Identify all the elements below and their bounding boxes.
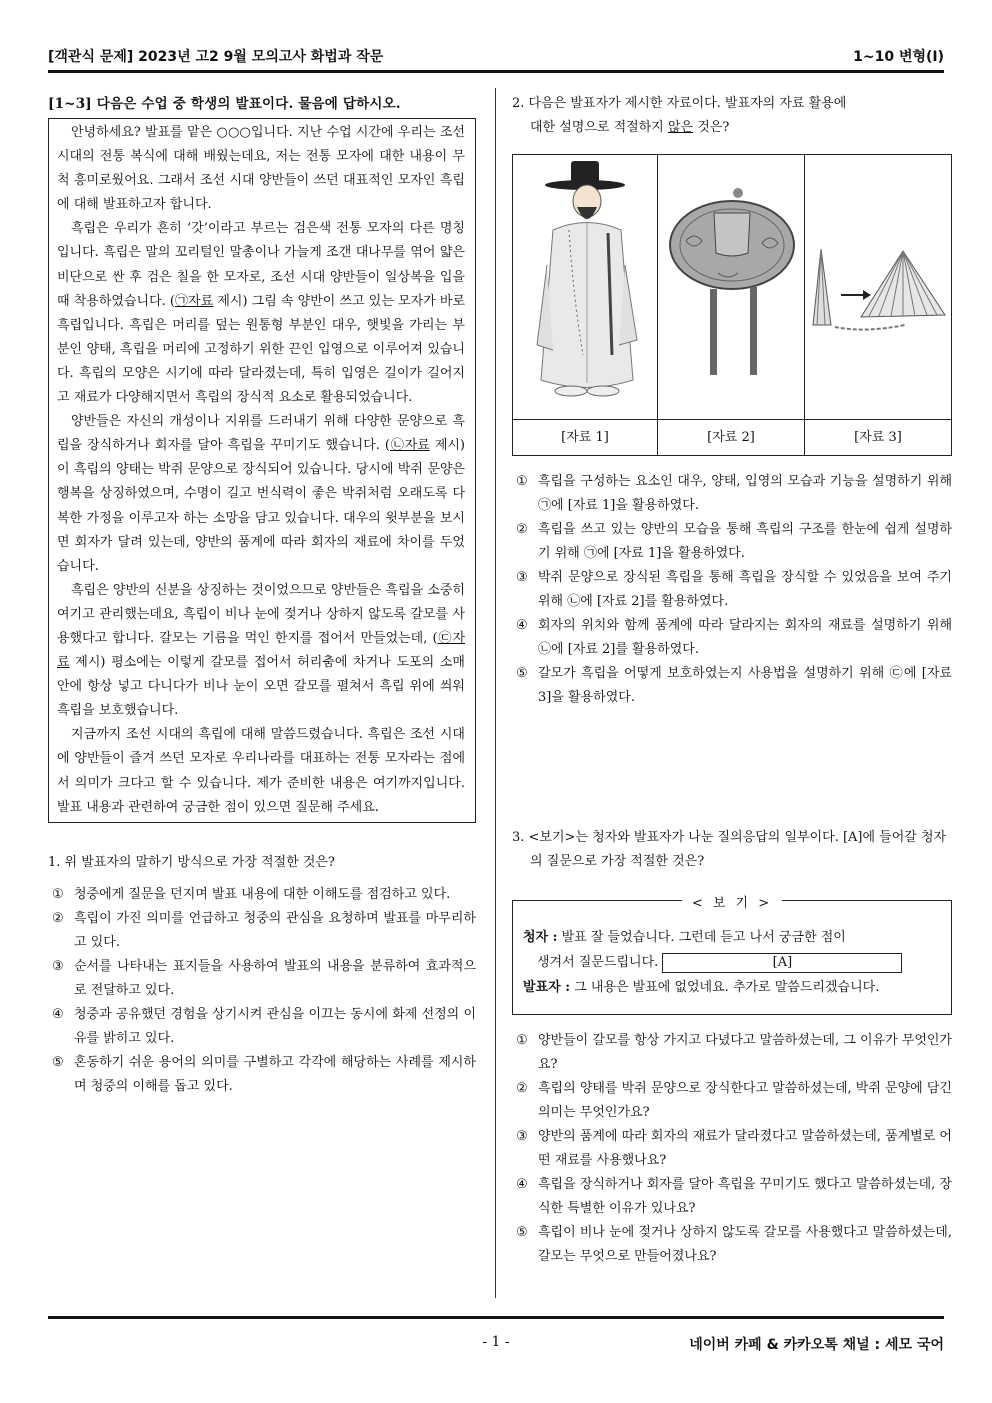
choice-item[interactable]: ④ 흑립을 장식하거나 회자를 달아 흑립을 꾸미기도 했다고 말씀하셨는데, 장식한 특별한 이유가 있나요? [516, 1177, 952, 1216]
question-2-stem: 2. 다음은 발표자가 제시한 자료이다. 발표자의 자료 활용에 대한 설명으로 적절하지 않은 것은? [512, 96, 847, 135]
choice-item[interactable]: ① 청중에게 질문을 던지며 발표 내용에 대한 이해도를 점검하고 있다. [52, 886, 451, 902]
marker-c: ㉢자료 [57, 630, 465, 671]
material-2-caption: [자료 2] [658, 420, 805, 455]
question-1-stem: 1. 위 발표자의 말하기 방식으로 가장 적절한 것은? [48, 854, 335, 870]
left-column [48, 92, 476, 1099]
question-3-choices [512, 1029, 952, 1269]
question-3 [512, 826, 952, 1269]
material-3-image [805, 155, 951, 420]
galmo-rain-cover-icon [805, 155, 951, 420]
materials-table [512, 154, 952, 456]
material-2-image [658, 155, 805, 420]
choice-item[interactable]: ③ 박쥐 문양으로 장식된 흑립을 통해 흑립을 장식할 수 있었음을 보여 주기 위해 ㉡에 [자료 2]를 활용하였다. [516, 570, 952, 609]
material-1-caption: [자료 1] [513, 420, 658, 455]
marker-a: ㉠자료 [175, 293, 214, 309]
choice-item[interactable]: ② 흑립을 쓰고 있는 양반의 모습을 통해 흑립의 구조를 한눈에 쉽게 설명하기 위해 ㉠에 [자료 1]을 활용하였다. [516, 522, 952, 561]
passage-paragraph-1: 안녕하세요? 발표를 맡은 ○○○입니다. 지난 수업 시간에 우리는 조선 시대의 전통 복식에 대해 배웠는데요, 저는 전통 모자에 대한 내용이 무척 흥미로웠어요. 그래서 조선 시대 양반들이 쓰던 대표적인 모자인 흑립에 대해 발표하고자 합니다. [57, 125, 465, 213]
choice-item[interactable]: ⑤ 혼동하기 쉬운 용어의 의미를 구별하고 각각에 해당하는 사례를 제시하며 청중의 이해를 돕고 있다. [52, 1054, 476, 1094]
passage-paragraph-2: 흑립은 우리가 흔히 ‘갓’이라고 부르는 검은색 전통 모자의 다른 명칭입니다. 흑립은 말의 꼬리털인 말총이나 가늘게 조갠 대나무를 엮어 얇은 비단으로 싼 후 검은 칠을 한 모자로, 조선 시대 양반들이 일상복을 입을 때 착용하였습니다. (㉠자료 제시) 그림 속 양반이 쓰고 있는 모자가 바로 흑립입니다. 흑립은 머리를 덮는 원통형 부분인 대우, 햇빛을 가리는 부분인 양태, 흑립을 머리에 고정하기 위한 끈인 입영으로 이루어져 있습니다. 흑립의 모양은 시기에 따라 달라졌는데, 특히 입영은 길이가 길어지고 재료가 다양해지면서 흑립의 장식적 요소로 활용되었습니다. [57, 221, 465, 406]
listener-line-2: 생겨서 질문드립니다. [A] [523, 950, 939, 975]
set-instruction: [1~3] 다음은 수업 중 학생의 발표이다. 물음에 답하시오. [48, 96, 401, 112]
bogi-title: < 보 기 > [682, 891, 782, 916]
passage-paragraph-3: 양반들은 자신의 개성이나 지위를 드러내기 위해 다양한 문양으로 흑립을 장식하거나 회자를 달아 흑립을 꾸미기도 했습니다. (㉡자료 제시) 이 흑립의 양태는 박쥐 문양으로 장식되어 있습니다. 당시에 박쥐 문양은 행복을 상징하였으며, 수명이 길고 번식력이 좋은 박쥐처럼 오래도록 다복한 가정을 이루고자 하는 소망을 담고 있습니다. 대우의 윗부분을 보시면 회자가 달려 있는데, 양반의 품계에 따라 회자의 재료에 차이를 두었습니다. [57, 414, 466, 574]
yangban-figure-icon [513, 155, 658, 420]
choice-item[interactable]: ③ 양반의 품계에 따라 회자의 재료가 달라졌다고 말씀하셨는데, 품계별로 어떤 재료를 사용했나요? [516, 1129, 952, 1168]
choice-item[interactable]: ④ 청중과 공유했던 경험을 상기시켜 관심을 이끄는 동시에 화제 선정의 이유를 밝히고 있다. [52, 1006, 476, 1046]
material-1-image [513, 155, 658, 420]
bogi-box [512, 896, 952, 1015]
header-rule [48, 70, 944, 73]
footer-brand: 네이버 카페 & 카카오톡 채널 : 세모 국어 [689, 1337, 944, 1353]
passage-paragraph-4: 흑립은 양반의 신분을 상징하는 것이었으므로 양반들은 흑립을 소중히 여기고 관리했는데요, 흑립이 비나 눈에 젖거나 상하지 않도록 갈모를 사용했다고 합니다. 갈모는 기름을 먹인 한지를 접어서 만들었는데, (㉢자료 제시) 평소에는 이렇게 갈모를 접어서 허리춤에 차거나 도포의 소매 안에 항상 넣고 다니다가 비나 눈이 오면 갈모를 펼쳐서 흑립 위에 씌워 흑립을 보호했습니다. [57, 582, 465, 719]
choice-item[interactable]: ⑤ 갈모가 흑립을 어떻게 보호하였는지 사용법을 설명하기 위해 ㉢에 [자료 3]을 활용하였다. [516, 666, 952, 705]
listener-label: 청자 : [523, 930, 558, 945]
question-3-stem: 3. <보기>는 청자와 발표자가 나눈 질의응답의 일부이다. [A]에 들어갈 청자의 질문으로 가장 적절한 것은? [512, 830, 947, 869]
question-range: 1~10 변형(I) [853, 49, 944, 65]
choice-item[interactable]: ③ 순서를 나타내는 표지들을 사용하여 발표의 내용을 분류하여 효과적으로 전달하고 있다. [52, 958, 476, 998]
exam-title: [객관식 문제] 2023년 고2 9월 모의고사 화법과 작문 [48, 49, 384, 65]
footer-rule [48, 1316, 944, 1319]
choice-item[interactable]: ② 흑립이 가진 의미를 언급하고 청중의 관심을 요청하며 발표를 마무리하고 있다. [52, 910, 476, 950]
page-number: - 1 - [482, 1334, 510, 1350]
heungnip-hat-icon [658, 155, 805, 420]
column-divider [495, 88, 496, 1298]
answer-blank-a: [A] [662, 953, 902, 973]
question-2 [512, 92, 952, 710]
right-column [512, 92, 952, 1264]
presentation-passage [48, 118, 476, 823]
listener-line: 청자 : 발표 잘 들었습니다. 그런데 듣고 나서 궁금한 점이 [523, 930, 846, 945]
marker-b: ㉡자료 [389, 438, 430, 454]
choice-item[interactable]: ② 흑립의 양태를 박쥐 문양으로 장식한다고 말씀하셨는데, 박쥐 문양에 담긴 의미는 무엇인가요? [516, 1081, 952, 1120]
choice-item[interactable]: ① 흑립을 구성하는 요소인 대우, 양태, 입영의 모습과 기능을 설명하기 위해 ㉠에 [자료 1]을 활용하였다. [516, 474, 952, 513]
speaker-label: 발표자 : [523, 980, 570, 995]
page-header [48, 40, 944, 68]
question-1 [48, 851, 476, 1099]
passage-paragraph-5: 지금까지 조선 시대의 흑립에 대해 말씀드렸습니다. 흑립은 조선 시대에 양반들이 즐겨 쓰던 모자로 우리나라를 대표하는 전통 모자라는 점에서 의미가 크다고 할 수 있습니다. 제가 준비한 내용은 여기까지입니다. 발표 내용과 관련하여 궁금한 점이 있으면 질문해 주세요. [57, 727, 465, 815]
speaker-line: 발표자 : 그 내용은 발표에 없었네요. 추가로 말씀드리겠습니다. [523, 980, 880, 995]
choice-item[interactable]: ① 양반들이 갈모를 항상 가지고 다녔다고 말씀하셨는데, 그 이유가 무엇인가요? [516, 1033, 952, 1072]
choice-item[interactable]: ⑤ 흑립이 비나 눈에 젖거나 상하지 않도록 갈모를 사용했다고 말씀하셨는데, 갈모는 무엇으로 만들어졌나요? [516, 1225, 952, 1264]
choice-item[interactable]: ④ 회자의 위치와 함께 품계에 따라 달라지는 회자의 재료를 설명하기 위해 ㉡에 [자료 2]를 활용하였다. [516, 618, 952, 657]
question-1-choices [48, 883, 476, 1099]
emphasis-not: 않은 [667, 120, 694, 135]
material-3-caption: [자료 3] [854, 429, 902, 445]
question-2-choices [512, 470, 952, 710]
